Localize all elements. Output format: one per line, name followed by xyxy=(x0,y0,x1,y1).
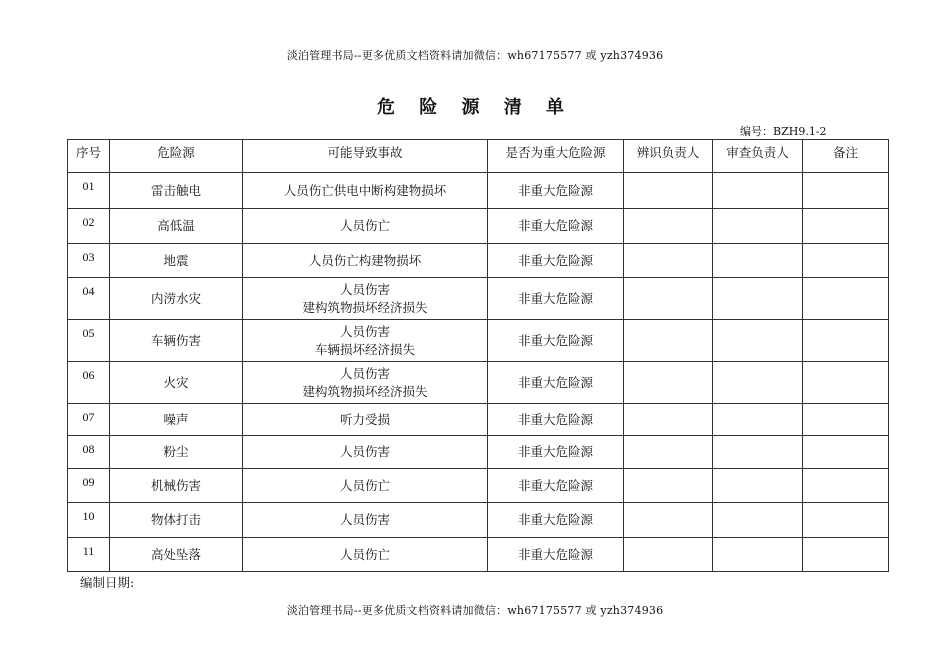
header-hazard: 危险源 xyxy=(110,140,243,173)
cell-remarks xyxy=(803,503,889,538)
cell-accident xyxy=(243,538,488,572)
cell-major: 非重大危险源 xyxy=(488,362,624,404)
cell-no: 02 xyxy=(68,209,110,244)
cell-major: 非重大危险源 xyxy=(488,244,624,278)
cell-identifier xyxy=(624,503,713,538)
accident-line: 车辆损坏经济损失 xyxy=(314,341,415,357)
cell-major: 非重大危险源 xyxy=(488,278,624,320)
cell-major: 非重大危险源 xyxy=(488,209,624,244)
cell-reviewer xyxy=(713,362,803,404)
cell-identifier xyxy=(624,244,713,278)
cell-identifier xyxy=(624,538,713,572)
cell-accident xyxy=(243,503,488,538)
cell-remarks xyxy=(803,469,889,503)
cell-reviewer xyxy=(713,209,803,244)
accident-line: 建构筑物损坏经济损失 xyxy=(302,383,428,399)
cell-identifier xyxy=(624,436,713,469)
cell-remarks xyxy=(803,362,889,404)
cell-accident xyxy=(243,436,488,469)
accident-line: 人员伤害 xyxy=(339,512,390,527)
cell-accident xyxy=(243,320,488,362)
cell-identifier xyxy=(624,469,713,503)
cell-remarks xyxy=(803,278,889,320)
cell-hazard: 内涝水灾 xyxy=(110,278,243,320)
table-row xyxy=(68,320,889,362)
cell-major: 非重大危险源 xyxy=(488,503,624,538)
cell-remarks xyxy=(803,436,889,469)
cell-reviewer xyxy=(713,320,803,362)
cell-hazard: 车辆伤害 xyxy=(110,320,243,362)
cell-reviewer xyxy=(713,538,803,572)
cell-major: 非重大危险源 xyxy=(488,436,624,469)
table-row xyxy=(68,469,889,503)
cell-hazard: 机械伤害 xyxy=(110,469,243,503)
cell-accident xyxy=(243,278,488,320)
cell-accident xyxy=(243,173,488,209)
accident-line: 听力受损 xyxy=(339,411,390,427)
cell-identifier xyxy=(624,320,713,362)
cell-major: 非重大危险源 xyxy=(488,404,624,436)
header-remarks: 备注 xyxy=(803,140,889,173)
table-row xyxy=(68,244,889,278)
cell-identifier xyxy=(624,404,713,436)
cell-identifier xyxy=(624,209,713,244)
cell-reviewer xyxy=(713,244,803,278)
cell-hazard: 高处坠落 xyxy=(110,538,243,572)
accident-line: 人员伤害 xyxy=(339,281,390,297)
cell-major: 非重大危险源 xyxy=(488,173,624,209)
accident-line: 人员伤害 xyxy=(339,323,390,339)
cell-no: 03 xyxy=(68,244,110,278)
cell-reviewer xyxy=(713,278,803,320)
cell-reviewer xyxy=(713,503,803,538)
header-major: 是否为重大危险源 xyxy=(488,140,624,173)
cell-accident xyxy=(243,404,488,436)
cell-remarks xyxy=(803,173,889,209)
cell-identifier xyxy=(624,173,713,209)
table-row xyxy=(68,209,889,244)
cell-identifier xyxy=(624,362,713,404)
header-identifier: 辨识负责人 xyxy=(624,140,713,173)
cell-hazard: 噪声 xyxy=(110,404,243,436)
page-title: 危 险 源 清 单 xyxy=(376,97,574,118)
cell-no: 10 xyxy=(68,503,110,538)
header-accident: 可能导致事故 xyxy=(243,140,488,173)
accident-line: 人员伤亡 xyxy=(339,546,390,562)
table-row xyxy=(68,362,889,404)
cell-hazard: 高低温 xyxy=(110,209,243,244)
cell-reviewer xyxy=(713,469,803,503)
cell-remarks xyxy=(803,404,889,436)
cell-accident xyxy=(243,362,488,404)
cell-hazard: 物体打击 xyxy=(110,503,243,538)
accident-line: 建构筑物损坏经济损失 xyxy=(302,299,428,315)
cell-accident xyxy=(243,244,488,278)
cell-no: 08 xyxy=(68,436,110,469)
cell-hazard: 粉尘 xyxy=(110,436,243,469)
cell-hazard: 火灾 xyxy=(110,362,243,404)
cell-no: 04 xyxy=(68,278,110,320)
cell-accident xyxy=(243,469,488,503)
cell-major: 非重大危险源 xyxy=(488,320,624,362)
cell-reviewer xyxy=(713,173,803,209)
table-row xyxy=(68,503,889,538)
table-row xyxy=(68,278,889,320)
cell-remarks xyxy=(803,244,889,278)
footer-note: 淡泊管理书局--更多优质文档资料请加微信：wh67175577 或 yzh374936 xyxy=(286,604,664,617)
table-row xyxy=(68,173,889,209)
cell-remarks xyxy=(803,320,889,362)
cell-hazard: 地震 xyxy=(110,244,243,278)
cell-no: 09 xyxy=(68,469,110,503)
table-header-row xyxy=(68,140,889,173)
header-reviewer: 审查负责人 xyxy=(713,140,803,173)
table-row xyxy=(68,436,889,469)
cell-no: 11 xyxy=(68,538,110,572)
accident-line: 人员伤亡 xyxy=(339,218,390,233)
cell-reviewer xyxy=(713,436,803,469)
header-no: 序号 xyxy=(68,140,110,173)
cell-major: 非重大危险源 xyxy=(488,469,624,503)
cell-accident xyxy=(243,209,488,244)
cell-no: 07 xyxy=(68,404,110,436)
cell-remarks xyxy=(803,538,889,572)
compile-date-label: 编制日期: xyxy=(80,575,135,590)
cell-identifier xyxy=(624,278,713,320)
cell-no: 06 xyxy=(68,362,110,404)
cell-no: 01 xyxy=(68,173,110,209)
cell-reviewer xyxy=(713,404,803,436)
accident-line: 人员伤亡 xyxy=(339,477,390,493)
accident-line: 人员伤亡供电中断构建物损坏 xyxy=(283,182,447,198)
header-note: 淡泊管理书局--更多优质文档资料请加微信：wh67175577 或 yzh374936 xyxy=(286,49,664,62)
cell-remarks xyxy=(803,209,889,244)
cell-major: 非重大危险源 xyxy=(488,538,624,572)
cell-no: 05 xyxy=(68,320,110,362)
document-code: 编号：BZH9.1-2 xyxy=(740,125,827,138)
accident-line: 人员伤害 xyxy=(339,365,390,381)
table-row xyxy=(68,404,889,436)
accident-line: 人员伤害 xyxy=(339,444,390,459)
hazard-table xyxy=(67,139,889,572)
accident-line: 人员伤亡构建物损坏 xyxy=(308,252,422,268)
table-row xyxy=(68,538,889,572)
cell-hazard: 雷击触电 xyxy=(110,173,243,209)
table-body xyxy=(68,173,889,572)
